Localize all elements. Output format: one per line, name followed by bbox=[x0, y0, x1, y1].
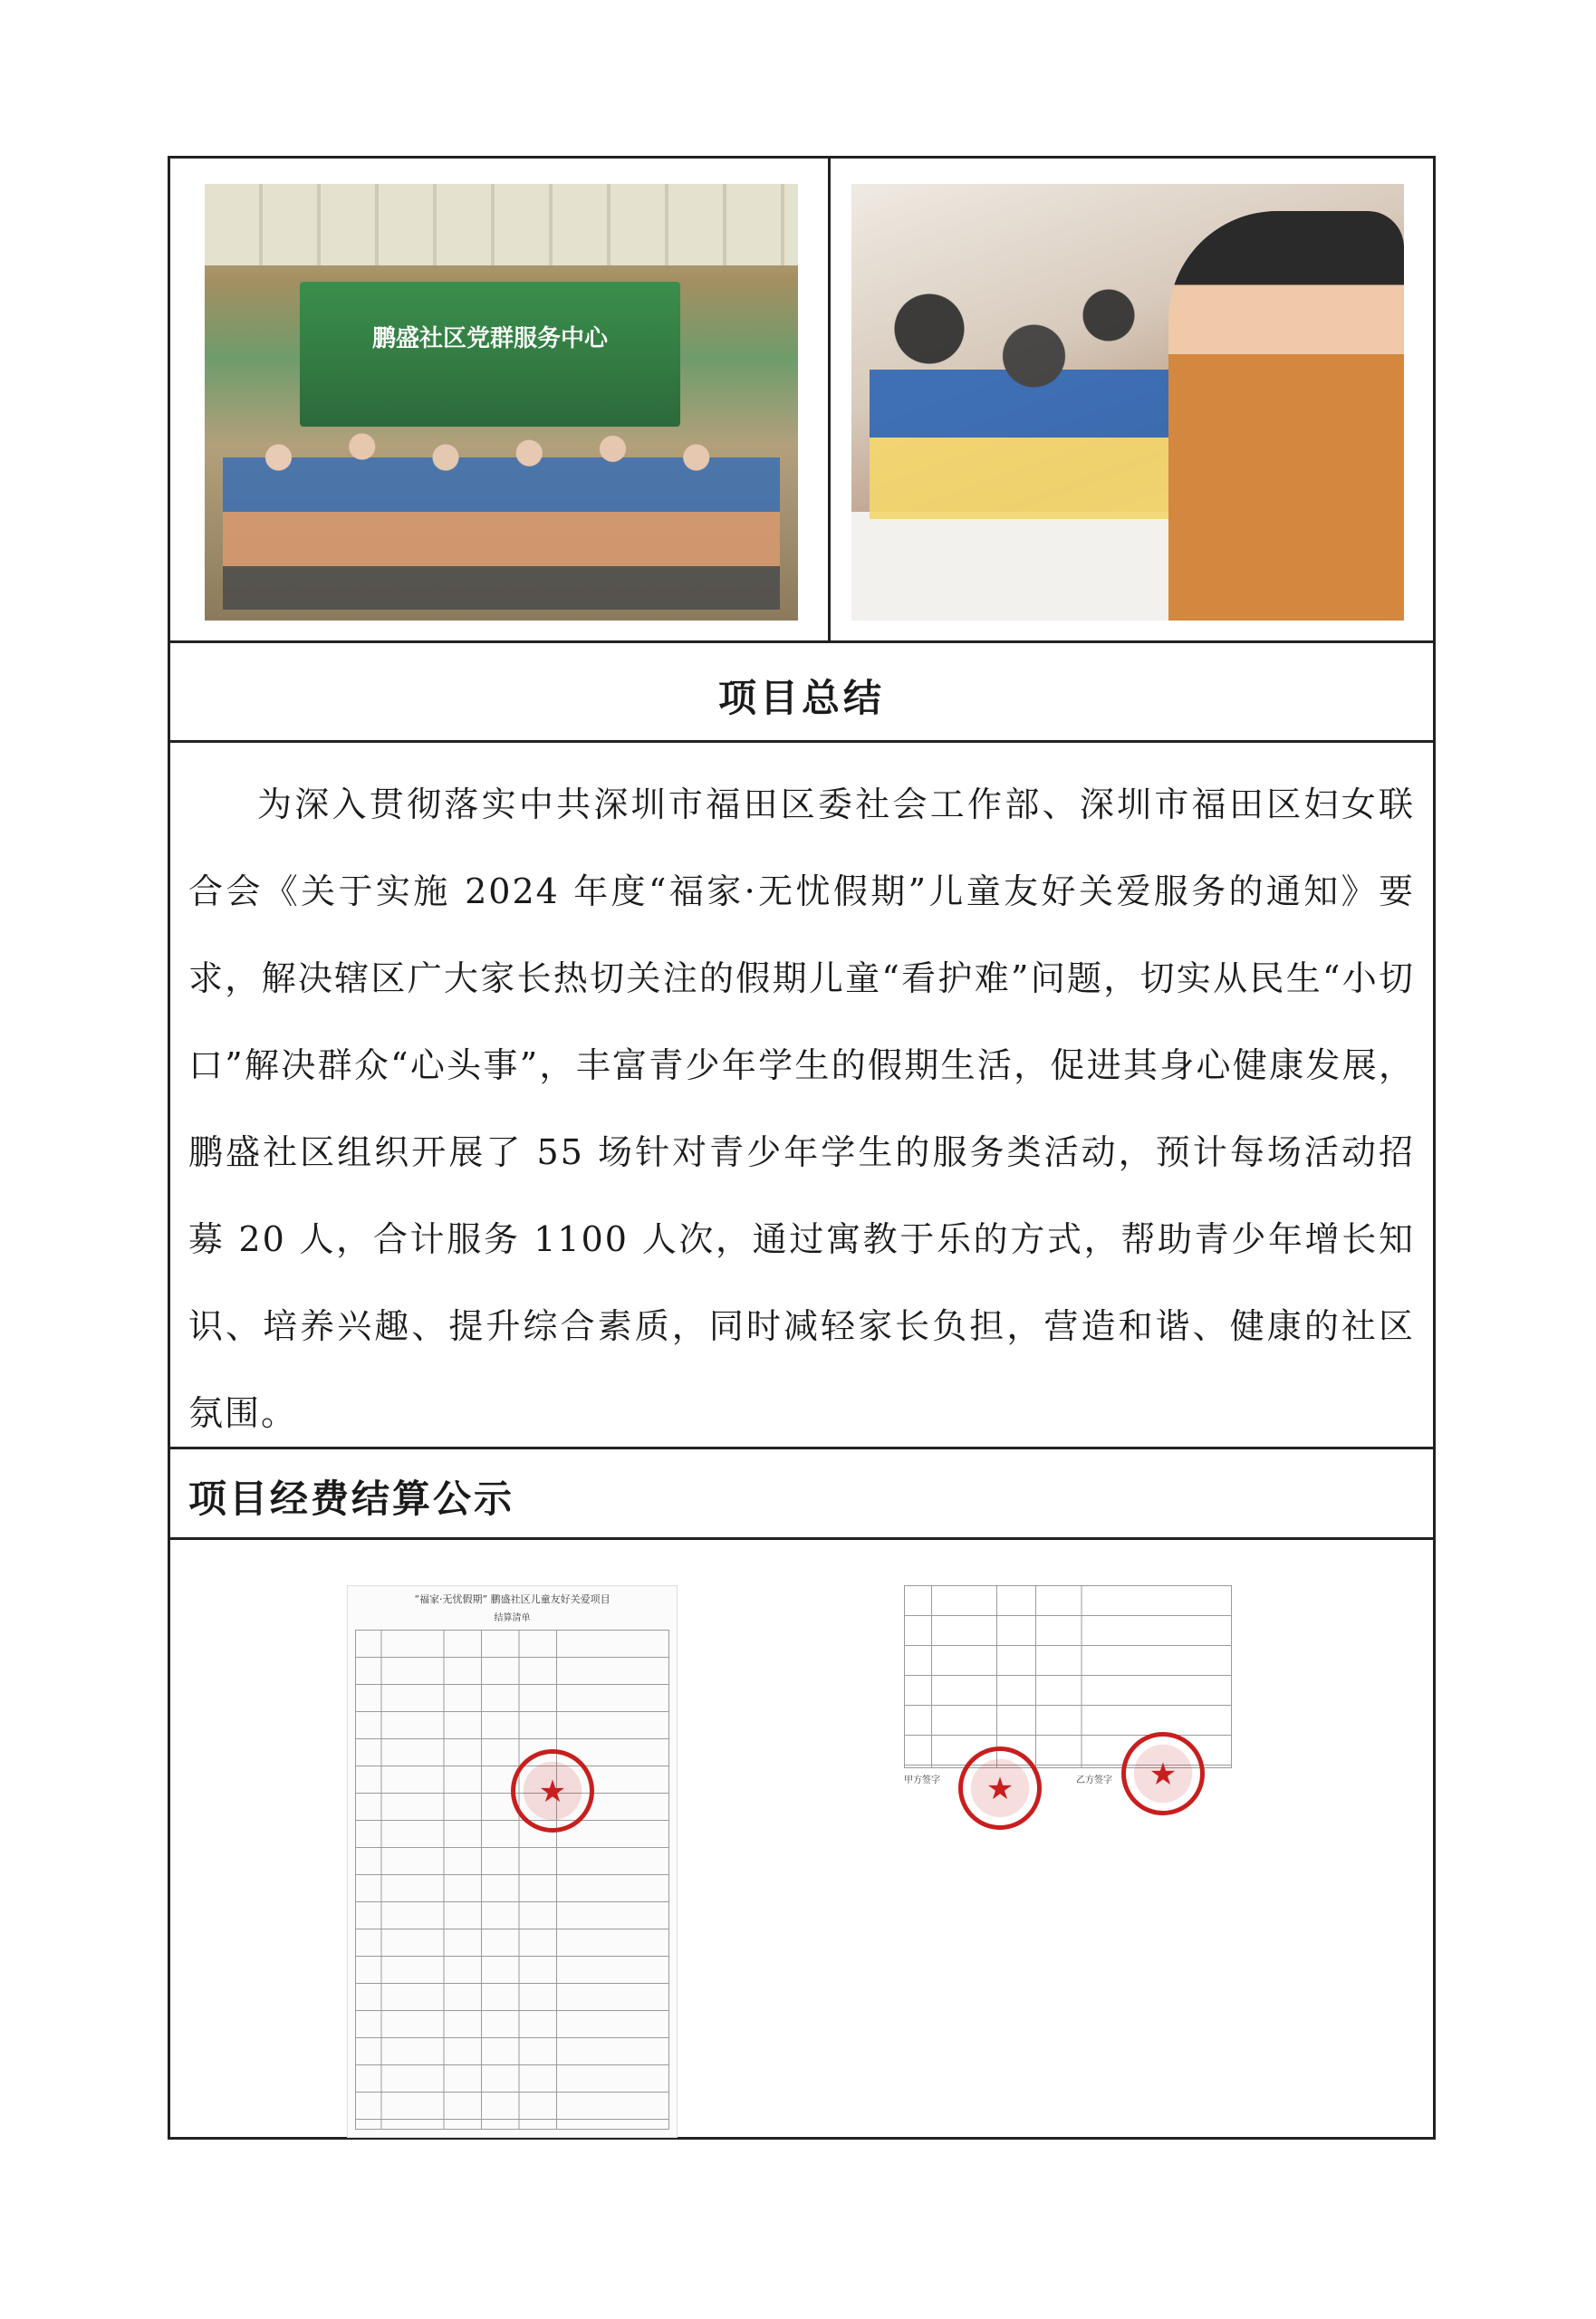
settlement-list-page-1 bbox=[347, 1585, 678, 2138]
children-group bbox=[223, 392, 780, 610]
settlement-doc-title: “福家·无忧假期” 鹏盛社区儿童友好关爱项目 bbox=[414, 1593, 611, 1605]
summary-paragraph: 为深入贯彻落实中共深圳市福田区委社会工作部、深圳市福田区妇女联合会《关于实施 2024 年度“福家·无忧假期”儿童友好关爱服务的通知》要求，解决辖区广大家长热切关注的假期儿童“看护难”问题，切实从民生“小切口”解决群众“心头事”，丰富青少年学生的假期生活，促进其身心健康发展，鹏盛社区组织开展了 55 场针对青少年学生的服务类活动，预计每场活动招募 20 人，合计服务 1100 人次，通过寓教于乐的方式，帮助青少年增长知识、培养兴趣、提升综合素质，同时减轻家长负担，营造和谐、健康的社区氛围。 bbox=[188, 784, 1415, 1433]
photo-row bbox=[170, 159, 1433, 643]
budget-heading-row bbox=[170, 1449, 1433, 1540]
settlement-list-page-2 bbox=[904, 1585, 1230, 1830]
settlement-table-1 bbox=[355, 1630, 669, 2130]
party-b-seal bbox=[1121, 1732, 1205, 1815]
document-frame bbox=[168, 156, 1436, 2140]
budget-heading: 项目经费结算公示 bbox=[188, 1477, 515, 1521]
instructor bbox=[1168, 211, 1404, 621]
party-a-sign-label: 甲方签字 bbox=[904, 1775, 940, 1785]
settlement-doc-subtitle: 结算清单 bbox=[494, 1613, 531, 1623]
ukulele-class-photo bbox=[851, 184, 1404, 621]
group-photo bbox=[205, 184, 798, 621]
budget-documents-row bbox=[170, 1540, 1433, 2137]
students bbox=[870, 247, 1168, 519]
party-a-seal bbox=[958, 1746, 1042, 1830]
party-b-sign-label: 乙方签字 bbox=[1076, 1775, 1112, 1785]
summary-heading: 项目总结 bbox=[717, 676, 885, 720]
photo-divider bbox=[828, 159, 831, 643]
summary-row bbox=[170, 743, 1433, 1449]
summary-heading-row bbox=[170, 643, 1433, 743]
official-seal bbox=[511, 1749, 594, 1833]
ceiling-lights bbox=[205, 184, 798, 265]
banner-title: 鹏盛社区党群服务中心 bbox=[371, 325, 608, 352]
